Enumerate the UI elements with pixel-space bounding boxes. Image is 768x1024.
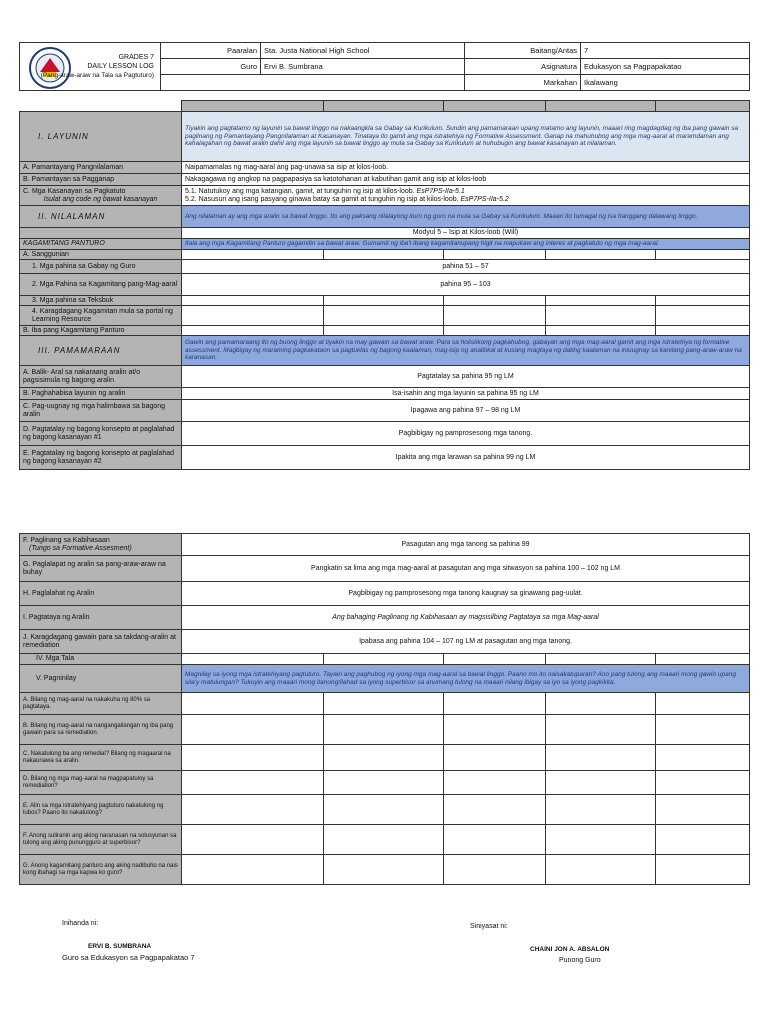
preparer-title: Guro sa Edukasyon sa Pagpapakatao 7 (62, 953, 195, 962)
s2-label: 2. Mga Pahina sa Kagamitang pang-Mag-aaral (20, 274, 182, 296)
markahan-value: Ikalawang (581, 75, 750, 91)
c-val1: 5.1. Natutukoy ang mga katangian, gamit, at tunguhin ng isip at kilos-loob. (185, 187, 415, 195)
asignatura-value: Edukasyon sa Pagpapakatao (581, 59, 750, 75)
pB-label: B. Paghahabisa layunin ng aralin (20, 388, 182, 400)
row-a-label: A. Pamantayang Pangnilalaman (20, 162, 182, 174)
reflect-b: B. Bilang ng mag-aaral na nangangailangan ng iba pang gawain para sa remediation. (20, 715, 182, 745)
modyul-value: Modyul 5 – Isip at Kilos-loob (Will) (182, 228, 750, 239)
row-b-label: B. Pamantayan sa Pagganap (20, 174, 182, 186)
markahan-label: Markahan (465, 75, 581, 91)
f-title: F. Paglinang sa Kabihasaan (23, 536, 110, 544)
paaralan-value: Sta. Justa National High School (261, 43, 465, 59)
kagamitan-instructions: Itala ang mga Kagamitang Panturo gagamitin sa bawat araw. Gumamit ng iba't ibang kagamitanupang higit na mapukaw ang interes at pagkatuto ng mga mag-aaral. (182, 239, 750, 250)
guro-label: Guro (161, 59, 261, 75)
header-title-cell (20, 43, 161, 91)
pA-label: A. Balik- Aral sa nakaraang aralin at/o pagsisimula ng bagong aralin (20, 366, 182, 388)
nilalaman-instructions: Ang nilalaman ay ang mga aralin sa bawat linggo. Ito ang paksang nilalayong ituro ng guro na mula sa Gabay sa Kurikulum. Maaari ito tumagal ng isa hanggang dalawang linggo. (182, 206, 750, 228)
pamamaraan-instructions: Gawin ang pamamaraang ito ng buong linggo at tiyakin na may gawain sa bawat araw. Para sa holistikong pagkahubog, gabayan ang mga mag-aaral gamit ang mga istratehiya ng formative assessment. Magbigay ng maraming pagkakataon sa pagtuklas ng bagong kaalaman, mag-isip ng analitikal at kusang magtaya ng dating kaalaman na iniuugnay sa kanilang pang-araw-araw na karanasan. (182, 336, 750, 366)
pB-value: Isa-isahin ang mga layunin sa pahina 95 ng LM (182, 388, 750, 400)
paaralan-label: Paaralan (161, 43, 261, 59)
row-c-sub: Isulat ang code ng bawat kasanayan (43, 195, 158, 203)
reflect-d: D. Bilang ng mga mag-aaral na magpapatuloy sa remediation? (20, 771, 182, 795)
lesson-table-lower (19, 533, 750, 885)
reflect-f: F. Anong suliranin ang aking naranasan na solusyunan sa tulong ang aking punungguro at superbisor? (20, 825, 182, 855)
pD-value: Pagbibigay ng pamprosesong mga tanong. (182, 422, 750, 446)
g-value: Pangkatin sa lima ang mga mag-aaral at pasagutan ang mga sitwasyon sa pahina 100 – 102 ng LM (182, 556, 750, 582)
pE-value: Ipakita ang mga larawan sa pahina 99 ng LM (182, 446, 750, 470)
section-pamamaraan: III. PAMAMARAAN (20, 336, 182, 366)
sanggunian-label: A. Sanggunian (20, 250, 182, 260)
s5-label: B. Iba pang Kagamitang Panturo (20, 326, 182, 336)
c-val2: 5.2. Nasusuri ang isang pasyang ginawa batay sa gamit at tunguhin ng isip at kilos-loob. (185, 195, 459, 203)
asignatura-label: Asignatura (465, 59, 581, 75)
row-a-value: Naipamamalas ng mag-aaral ang pag-unawa sa isip at kilos-loob. (182, 162, 750, 174)
s1-value: pahina 51 – 57 (182, 260, 750, 274)
j-value: Ipabasa ang pahina 104 – 107 ng LM at pasagutan ang mga tanong. (182, 630, 750, 654)
checker-title: Punong Guro (559, 957, 601, 964)
pE-label: E. Pagtatalay ng bagong konsepto at paglalahad ng bagong kasanayan #2 (20, 446, 182, 470)
reflect-a: A. Bilang ng mag-aaral na nakakuha ng 80% sa pagtataya. (20, 693, 182, 715)
pA-value: Pagtatalay sa pahina 95 ng LM (182, 366, 750, 388)
h-label: H. Paglalahat ng Aralin (20, 582, 182, 606)
section-nilalaman: II. NILALAMAN (20, 206, 182, 228)
s1-label: 1. Mga pahina sa Gabay ng Guro (20, 260, 182, 274)
s4-label: 4. Karagdagang Kagamitan mula sa portal ng Learning Resource (20, 306, 182, 326)
siniyasat-label: Siniyasat ni: (470, 923, 508, 930)
g-label: G. Paglalapat ng aralin sa pang-araw-araw na buhay (20, 556, 182, 582)
v-label: V. Pagninilay (20, 665, 182, 693)
row-b-value: Nakagagawa ng angkop na pagpapasiya sa katotohanan at kabutihan gamit ang isip at kilos-loob (182, 174, 750, 186)
h-value: Pagbibigay ng pamprosesong mga tanong kaugnay sa ginawang pag-uulat. (182, 582, 750, 606)
pD-label: D. Pagtatalay ng bagong konsepto at paglalahad ng bagong kasanayan #1 (20, 422, 182, 446)
layunin-instructions: Tiyakin ang pagtatamo ng layunin sa bawat linggo na nakaangkla sa Gabay sa Kurikulum. Sundin ang pamamaraan upang matamo ang layunin, maaari ring magdagdag ng iba pang gawain sa paglinang ng Pamantayang Pangnilalaman at Kasanayan. Tinataya ito gamit ang mga istratehiya ng Formative Assessment. Ganap na mahuhubog ang mga mag-aaral at maramdaman ang kahalagahan ng bawat aralin dahil ang mga layunin sa bawat linggo ay mula sa Gabay sa Kurikulum at huhubugin ang bawat kasanayan at nilalaman. (182, 112, 750, 162)
f-sub: (Tungo sa Formative Assesment) (29, 544, 132, 552)
iv-label: IV. Mga Tala (20, 654, 182, 665)
inihanda-label: Inihanda ni: (62, 920, 99, 927)
j-label: J. Karagdagang gawain para sa takdang-aralin at remediation (20, 630, 182, 654)
f-value: Pasagutan ang mga tanong sa pahina 99 (182, 534, 750, 556)
row-c-title: C. Mga Kasanayan sa Pagkatuto (23, 187, 126, 195)
i-value: Ang bahaging Paglinang ng Kabihasaan ay magsisilbing Pagtataya sa mga Mag-aaral (182, 606, 750, 630)
preparer-name: ERVI B. SUMBRANA (88, 943, 152, 950)
guro-value: Ervi B. Sumbrana (261, 59, 465, 75)
s2-value: pahina 95 – 103 (182, 274, 750, 296)
reflect-e: E. Alin sa mga istratehiyang pagtuturo nakatulong ng lubos? Paano ito nakatulong? (20, 795, 182, 825)
pC-value: Ipagawa ang pahina 97 – 98 ng LM (182, 400, 750, 422)
f-label (20, 534, 182, 556)
v-instructions: Magnilay sa iyong mga istratehiyang pagtuturo. Tayain ang paghubog ng iyong mga mag-aaral sa bawat linggo. Paano mo ito naisakatuparan? Ano pang tulong ang maaari mong gawin upang sila'y matulungan? Tukuyin ang maaari mong itanong/ilahad sa iyong superbisor sa anumang tulong na maaari nilang ibigay sa iyo sa iyong pagkikita. (182, 665, 750, 693)
reflect-c: C. Nakatulong ba ang remedial? Bilang ng magaaral na nakaunawa sa aralin. (20, 745, 182, 771)
c-code1: EsP7PS-IIa-5.1 (416, 187, 465, 195)
checker-name: CHAINI JON A. ABSALON (530, 946, 610, 953)
row-c-value (182, 186, 750, 206)
dll-label: DAILY LESSON LOG (87, 63, 154, 70)
baitang-value: 7 (581, 43, 750, 59)
row-c-label (20, 186, 182, 206)
section-layunin: I. LAYUNIN (20, 112, 182, 162)
lesson-table-upper (19, 100, 750, 470)
c-code2: EsP7PS-IIa-5.2 (460, 195, 509, 203)
pC-label: C. Pag-uugnay ng mga halimbawa sa bagong aralin (20, 400, 182, 422)
baitang-label: Baitang/Antas (465, 43, 581, 59)
header-table (19, 42, 750, 91)
grade-label: GRADES 7 (118, 54, 154, 61)
i-label: I. Pagtataya ng Aralin (20, 606, 182, 630)
kagamitan-label: KAGAMITANG PANTURO (20, 239, 182, 250)
reflect-g: G. Anong kagamitang panturo ang aking nadibuho na nais kong ibahagi sa mga kapwa ko guro? (20, 855, 182, 885)
s3-label: 3. Mga pahina sa Teksbuk (20, 296, 182, 306)
dll-sub: (Pang-araw-araw na Tala sa Pagtuturo) (40, 72, 154, 79)
